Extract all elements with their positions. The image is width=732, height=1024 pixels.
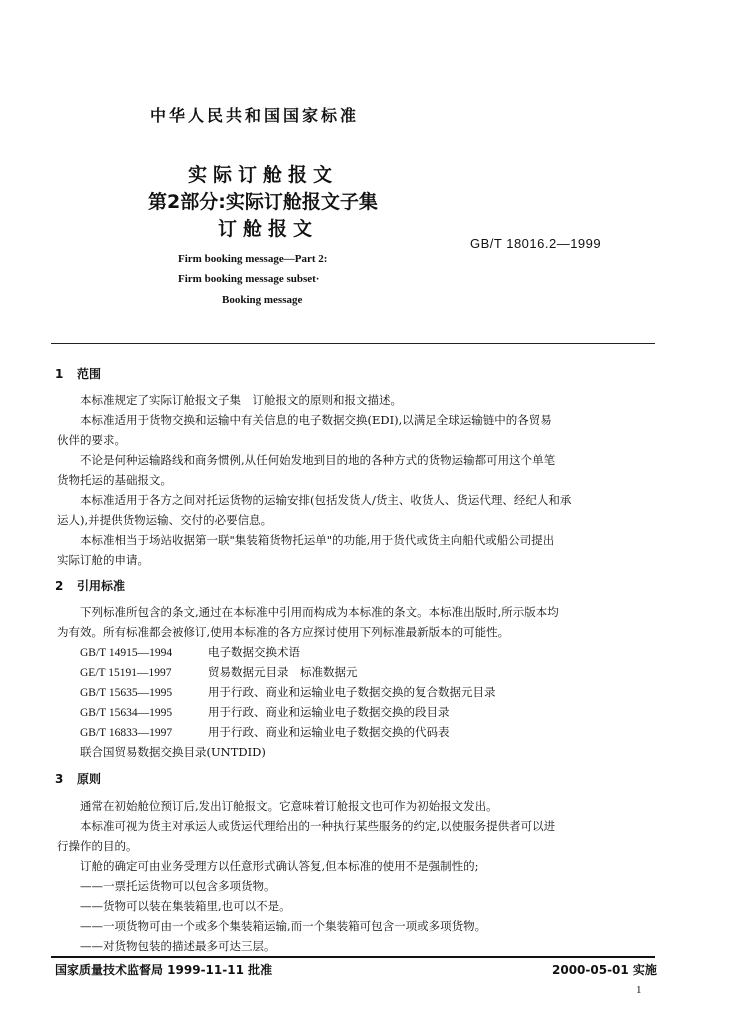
approval-date: 国家质量技术监督局 1999-11-11 批准 — [55, 963, 273, 977]
paragraph: 下列标准所包含的条文,通过在本标准中引用而构成为本标准的条文。本标准出版时,所示版本均 — [80, 605, 559, 619]
standard-number: GB/T 18016.2—1999 — [470, 236, 602, 251]
section-2-heading — [55, 577, 125, 594]
english-title-line-3: Booking message — [222, 294, 303, 306]
section-number: 3 — [55, 772, 64, 786]
reference-item — [80, 704, 450, 720]
reference-item — [80, 644, 300, 660]
section-number: 2 — [55, 579, 64, 593]
title-line-2: 第2部分:实际订舱报文子集 — [148, 191, 378, 213]
paragraph-continuation: 伙伴的要求。 — [57, 433, 126, 447]
paragraph-continuation: 货物托运的基础报文。 — [57, 473, 172, 487]
paragraph-continuation: 实际订舱的申请。 — [57, 553, 149, 567]
reference-item — [80, 664, 358, 680]
paragraph: 不论是何种运输路线和商务惯例,从任何始发地到目的地的各种方式的货物运输都可用这个单笔 — [80, 453, 556, 467]
paragraph: 本标准规定了实际订舱报文子集 订舱报文的原则和报文描述。 — [80, 393, 402, 407]
paragraph-continuation: 为有效。所有标准都会被修订,使用本标准的各方应探讨使用下列标准最新版本的可能性。 — [57, 625, 510, 639]
title-line-1: 实际订舱报文 — [188, 164, 339, 186]
reference-code: GE/T 15191—1997 — [80, 667, 172, 679]
dash-item: ——一项货物可由一个或多个集装箱运输,而一个集装箱可包含一项或多项货物。 — [80, 919, 487, 933]
paragraph: 通常在初始舱位预订后,发出订舱报文。它意味着订舱报文也可作为初始报文发出。 — [80, 799, 498, 813]
title-line-3: 订舱报文 — [218, 218, 319, 240]
reference-title: 电子数据交换术语 — [208, 645, 300, 659]
paragraph: 本标准适用于货物交换和运输中有关信息的电子数据交换(EDI),以满足全球运输链中的各贸易 — [80, 413, 552, 427]
section-title: 原则 — [77, 772, 102, 786]
dash-item: ——对货物包装的描述最多可达三层。 — [80, 939, 276, 953]
reference-title: 贸易数据元目录 标准数据元 — [208, 665, 358, 679]
header-divider — [51, 343, 655, 344]
dash-item: ——货物可以装在集装箱里,也可以不是。 — [80, 899, 291, 913]
section-3-heading — [55, 770, 101, 787]
paragraph: 订舱的确定可由业务受理方以任意形式确认答复,但本标准的使用不是强制性的; — [80, 859, 479, 873]
reference-code: GB/T 15635—1995 — [80, 687, 173, 699]
section-title: 范围 — [77, 367, 102, 381]
english-title-line-1: Firm booking message—Part 2: — [178, 253, 328, 265]
paragraph-continuation: 运人),并提供货物运输、交付的必要信息。 — [57, 513, 273, 527]
dash-item: ——一票托运货物可以包含多项货物。 — [80, 879, 276, 893]
section-1-heading — [55, 365, 101, 382]
reference-title: 用于行政、商业和运输业电子数据交换的段目录 — [208, 705, 450, 719]
reference-item — [80, 684, 496, 700]
reference-code: GB/T 15634—1995 — [80, 707, 173, 719]
reference-title: 用于行政、商业和运输业电子数据交换的代码表 — [208, 725, 450, 739]
page-number: 1 — [636, 984, 642, 996]
paragraph-continuation: 行操作的目的。 — [57, 839, 138, 853]
national-standard-label: 中华人民共和国国家标准 — [150, 106, 360, 125]
paragraph: 本标准可视为货主对承运人或货运代理给出的一种执行某些服务的约定,以使服务提供者可以进 — [80, 819, 556, 833]
effective-date: 2000-05-01 实施 — [552, 963, 657, 977]
reference-item: 联合国贸易数据交换目录(UNTDID) — [80, 745, 266, 759]
section-number: 1 — [55, 367, 64, 381]
english-title-line-2: Firm booking message subset· — [178, 273, 320, 285]
footer-divider — [51, 956, 655, 958]
reference-item — [80, 724, 450, 740]
reference-code: GB/T 16833—1997 — [80, 727, 173, 739]
paragraph: 本标准适用于各方之间对托运货物的运输安排(包括发货人/货主、收货人、货运代理、经纪人和承 — [80, 493, 572, 507]
section-title: 引用标准 — [77, 579, 126, 593]
reference-title: 用于行政、商业和运输业电子数据交换的复合数据元目录 — [208, 685, 496, 699]
reference-code: GB/T 14915—1994 — [80, 647, 173, 659]
paragraph: 本标准相当于场站收据第一联"集装箱货物托运单"的功能,用于货代或货主向船代或船公司提出 — [80, 533, 555, 547]
